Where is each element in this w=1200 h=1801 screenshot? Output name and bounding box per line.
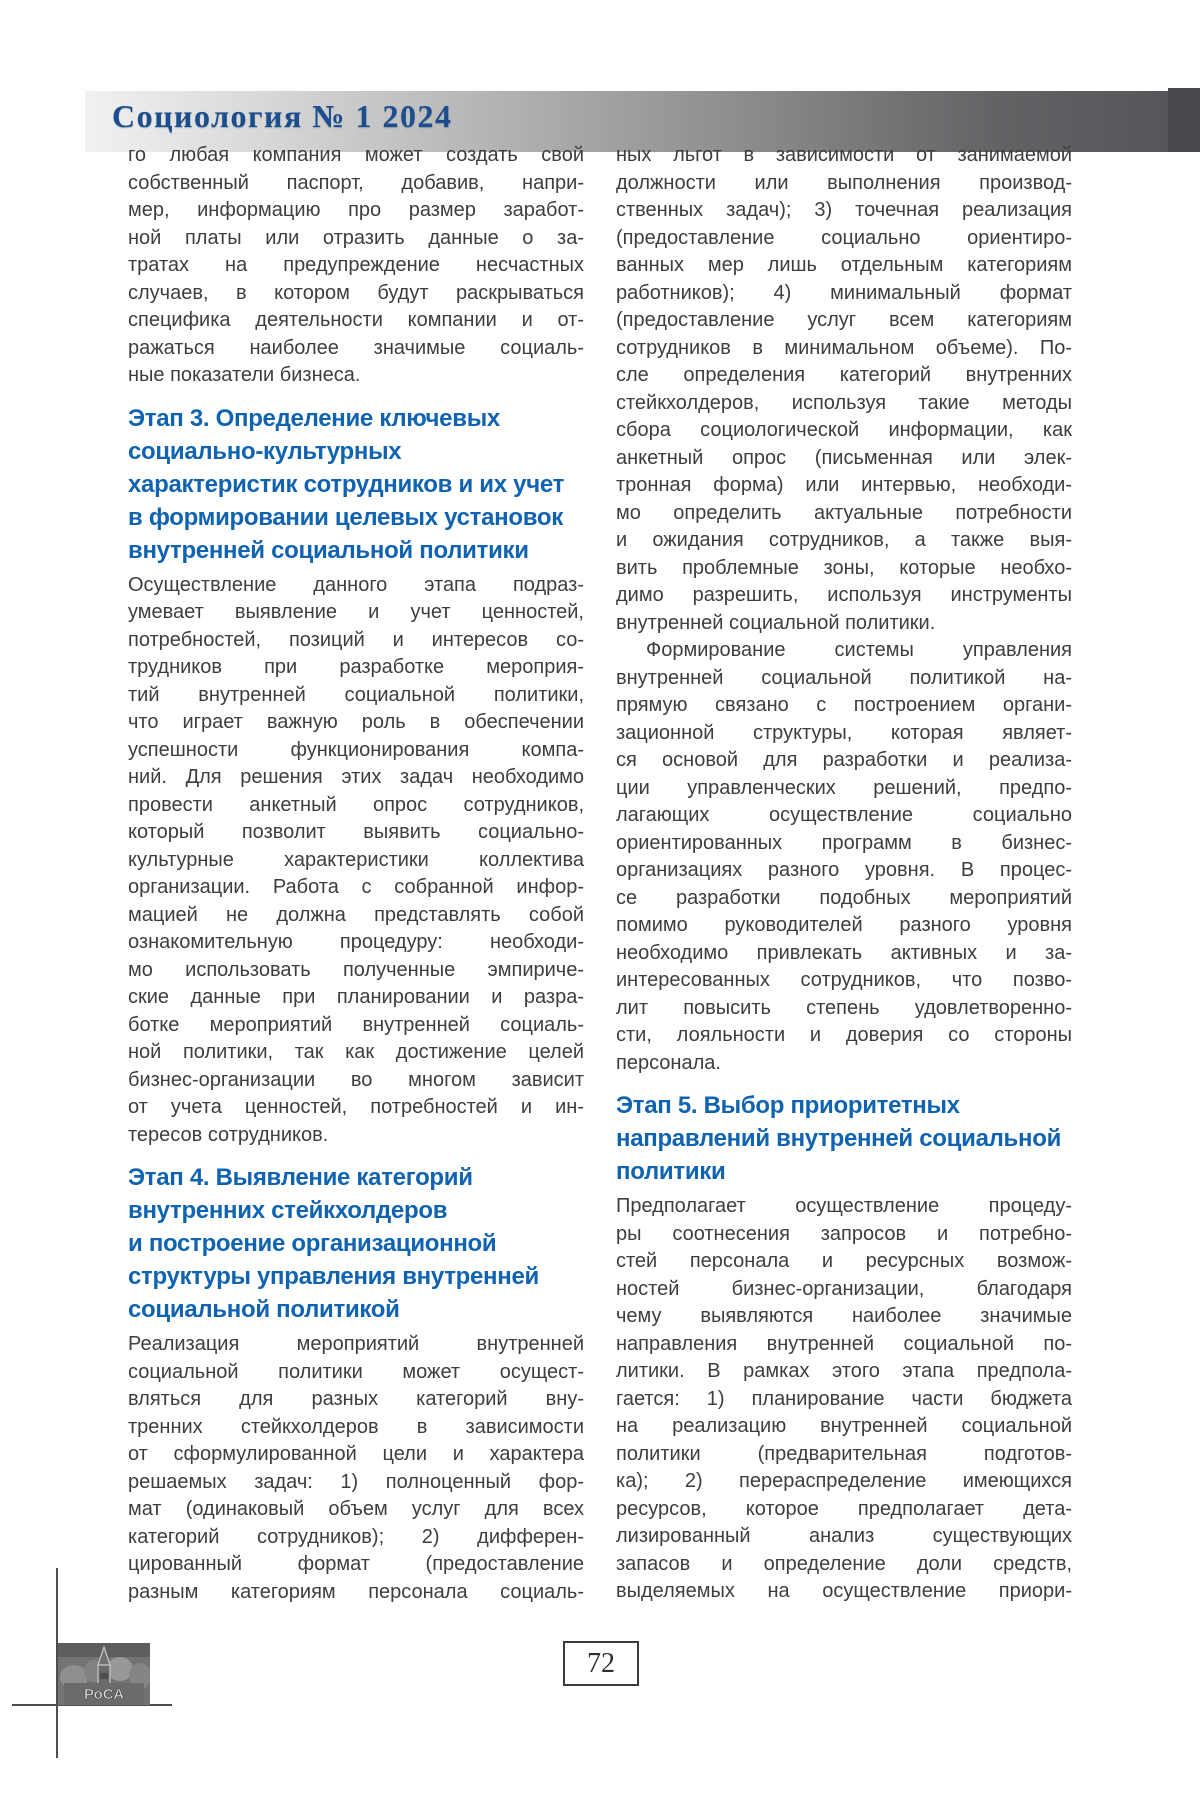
heading-line: политики [616, 1158, 726, 1185]
text-line: мер, информацию про размер заработ- [128, 199, 584, 221]
kremlin-silhouette-icon [58, 1643, 150, 1705]
text-line: потребностей, позиций и интересов со- [128, 628, 584, 651]
text-line: ний. Для решения этих задач необходимо [128, 766, 584, 788]
text-line: специфика деятельности компании и от- [128, 309, 584, 331]
text-line: сотрудников в минимальном объеме). По- [616, 336, 1072, 359]
text-line: чему выявляются наиболее значимые [616, 1305, 1072, 1327]
text-line: лит повысить степень удовлетворенно- [616, 996, 1072, 1019]
text-line: (предоставление услуг всем категориям [616, 309, 1072, 331]
text-line: необходимо привлекать активных и за- [616, 941, 1072, 964]
text-line: ванных мер лишь отдельным категориям [616, 254, 1072, 276]
text-line: сбора социологической информации, как [616, 419, 1072, 441]
text-line: ные показатели бизнеса. [128, 364, 361, 386]
text-line: лагающих осуществление социально [616, 804, 1072, 826]
heading-line: социально-культурных [128, 437, 402, 465]
text-line: внутренней социальной политикой на- [616, 666, 1072, 689]
text-line: сти, лояльности и доверия со стороны [616, 1024, 1072, 1046]
text-line: культурные характеристики коллектива [128, 848, 584, 871]
text-line: литики. В рамках этого этапа предпола- [616, 1360, 1072, 1382]
publisher-logo [58, 1643, 150, 1705]
text-line: помимо руководителей разного уровня [616, 914, 1072, 936]
paragraph [616, 1193, 1072, 1606]
text-line: вляться для разных категорий вну- [128, 1388, 584, 1410]
text-line: умевает выявление и учет ценностей, [128, 601, 584, 623]
text-line: ных льгот в зависимости от занимаемой [616, 144, 1072, 166]
text-line: мат (одинаковый объем услуг для всех [128, 1498, 584, 1520]
page-number-value: 72 [587, 1647, 615, 1679]
text-line: ские данные при планировании и разра- [128, 986, 584, 1008]
text-line: запасов и определение доли средств, [616, 1552, 1072, 1575]
text-line: от сформулированной цели и характера [128, 1443, 584, 1465]
heading-line: Этап 5. Выбор приоритетных [616, 1092, 960, 1119]
text-line: персонала. [616, 1051, 721, 1074]
text-line: вить проблемные зоны, которые необхо- [616, 556, 1072, 579]
text-line: тронная форма) или интервью, необходи- [616, 474, 1072, 496]
heading-line: внутренних стейкхолдеров [128, 1197, 448, 1224]
text-line: ной политики, так как достижение целей [128, 1041, 584, 1063]
text-line: и ожидания сотрудников, а также выя- [616, 529, 1072, 551]
text-line: должности или выполнения производ- [616, 171, 1072, 194]
paragraph [616, 142, 1072, 637]
text-line: цированный формат (предоставление [128, 1553, 584, 1575]
text-line: ностей бизнес-организации, благодаря [616, 1277, 1072, 1300]
paragraph [128, 1331, 584, 1606]
text-line: димо разрешить, используя инструменты [616, 584, 1072, 606]
text-line: ка); 2) перераспределение имеющихся [616, 1470, 1072, 1492]
text-line: мо использовать полученные эмпириче- [128, 958, 584, 981]
left-text-column [128, 142, 584, 1606]
paragraph [616, 637, 1072, 1077]
text-line: разным категориям персонала социаль- [128, 1580, 584, 1603]
text-line: организации. Работа с собранной инфор- [128, 876, 584, 898]
text-line: категорий сотрудников); 2) дифферен- [128, 1525, 584, 1548]
text-line: который позволит выявить социально- [128, 821, 584, 843]
journal-title: Социология № 1 2024 [112, 98, 453, 134]
text-line: бизнес-организации во многом зависит [128, 1068, 584, 1091]
heading-line: направлений внутренней социальной [616, 1125, 1062, 1152]
text-line: трудников при разработке мероприя- [128, 656, 584, 678]
text-line: анкетный опрос (письменная или элек- [616, 446, 1072, 469]
text-line: социальной политики может осущест- [128, 1360, 584, 1383]
text-line: (предоставление социально ориентиро- [616, 226, 1072, 249]
heading-line: Этап 3. Определение ключевых [128, 404, 500, 432]
text-line: ся основой для разработки и реализа- [616, 749, 1072, 771]
text-line: прямую связано с построением органи- [616, 694, 1072, 716]
text-line: стей персонала и ресурсных возмож- [616, 1250, 1072, 1272]
text-line: ознакомительную процедуру: необходи- [128, 931, 584, 953]
text-line: Осуществление данного этапа подраз- [128, 573, 584, 596]
text-line: направления внутренней социальной по- [616, 1332, 1072, 1355]
text-line: на реализацию внутренней социальной [616, 1415, 1072, 1437]
heading-line: Этап 4. Выявление категорий [128, 1164, 473, 1191]
section-heading [128, 1161, 584, 1326]
text-line: собственный паспорт, добавив, напри- [128, 171, 584, 194]
text-line: успешности функционирования компа- [128, 738, 584, 761]
text-line: го любая компания может создать свой [128, 144, 584, 166]
text-line: ры соотнесения запросов и потребно- [616, 1222, 1072, 1245]
section-heading [616, 1089, 1072, 1188]
text-line: выделяемых на осуществление приори- [616, 1580, 1072, 1602]
text-line: тересов сотрудников. [128, 1123, 329, 1146]
text-line: случаев, в котором будут раскрываться [128, 281, 584, 304]
text-line: сле определения категорий внутренних [616, 364, 1072, 386]
text-line: ственных задач); 3) точечная реализация [616, 199, 1072, 221]
text-line: что играет важную роль в обеспечении [128, 711, 584, 733]
text-line: стейкхолдеров, используя такие методы [616, 391, 1072, 414]
text-line: ной платы или отразить данные о за- [128, 226, 584, 249]
text-line: тренних стейкхолдеров в зависимости [128, 1415, 584, 1438]
text-line: ражаться наиболее значимые социаль- [128, 336, 584, 359]
text-line: мацией не должна представлять собой [128, 903, 584, 926]
paragraph [128, 572, 584, 1150]
text-line: политики (предварительная подготов- [616, 1442, 1072, 1465]
heading-line: в формировании целевых установок [128, 503, 563, 531]
heading-line: и построение организационной [128, 1230, 497, 1257]
text-line: зационной структуры, которая являет- [616, 721, 1072, 744]
text-line: Формирование системы управления [646, 639, 1072, 661]
text-line: интересованных сотрудников, что позво- [616, 969, 1072, 991]
text-line: организациях разного уровня. В процес- [616, 859, 1072, 881]
text-line: тий внутренней социальной политики, [128, 683, 584, 706]
text-line: ориентированных программ в бизнес- [616, 831, 1072, 854]
section-heading [128, 402, 584, 567]
text-line: работников); 4) минимальный формат [616, 281, 1072, 304]
text-line: ресурсов, которое предполагает дета- [616, 1497, 1072, 1520]
text-line: лизированный анализ существующих [616, 1525, 1072, 1547]
text-line: ции управленческих решений, предпо- [616, 776, 1072, 799]
text-line: внутренней социальной политики. [616, 611, 936, 634]
page-number [563, 1641, 639, 1686]
text-line: решаемых задач: 1) полноценный фор- [128, 1470, 584, 1493]
text-line: тратах на предупреждение несчастных [128, 254, 584, 276]
heading-line: социальной политикой [128, 1296, 400, 1323]
heading-line: внутренней социальной политики [128, 536, 529, 564]
text-line: Предполагает осуществление процеду- [616, 1195, 1072, 1217]
text-line: ботке мероприятий внутренней социаль- [128, 1013, 584, 1036]
text-line: мо определить актуальные потребности [616, 501, 1072, 524]
text-line: Реализация мероприятий внутренней [128, 1333, 584, 1355]
right-text-column [616, 142, 1072, 1606]
text-line: провести анкетный опрос сотрудников, [128, 793, 584, 816]
text-line: гается: 1) планирование части бюджета [616, 1387, 1072, 1410]
text-line: от учета ценностей, потребностей и ин- [128, 1096, 584, 1118]
heading-line: характеристик сотрудников и их учет [128, 470, 565, 498]
svg-text:РоСА: РоСА [83, 1686, 125, 1703]
text-line: се разработки подобных мероприятий [616, 886, 1072, 909]
paragraph [128, 142, 584, 390]
header-edge-tab [1168, 88, 1200, 152]
heading-line: структуры управления внутренней [128, 1263, 539, 1290]
